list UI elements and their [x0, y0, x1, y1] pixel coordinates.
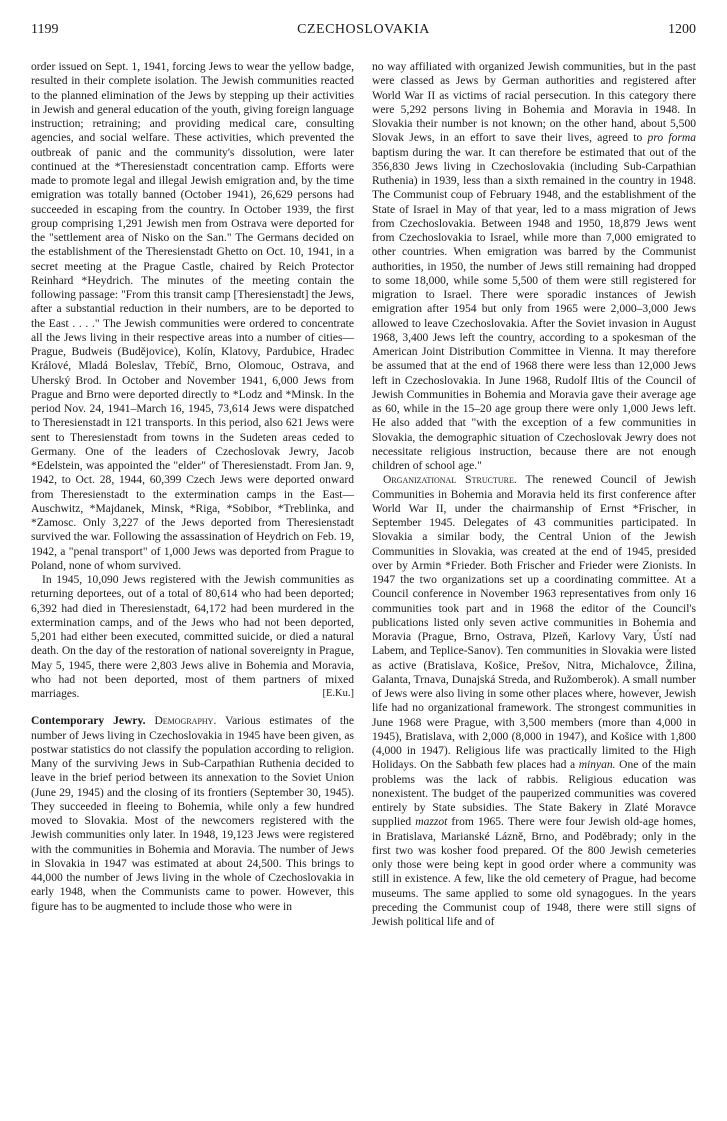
text-run: no way affiliated with organized Jewish communities, but in the past were classed as Jews by German authorities and registered after World War II as victims of racial persecution. In this category there were 5,292 persons living in Bohemia and Moravia in 1948. In Slovakia their number is not known; on the other hand, about 5,500 Slovak Jews, in an effort to save their lives, agreed to [372, 61, 696, 145]
left-column [31, 60, 354, 914]
subsection-heading-organizational-structure: Organizational Structure. [383, 474, 517, 487]
section-heading-contemporary-jewry: Contemporary Jewry. [31, 715, 146, 728]
paragraph-survivors-1945 [31, 573, 354, 701]
running-title: CZECHOSLOVAKIA [297, 22, 430, 37]
paragraph-text: In 1945, 10,090 Jews registered with the Jewish communities as returning deportees, out of a total of 80,614 who had been deported; 6,392 had died in Theresienstadt, 64,172 had been murdered in the extermination camps, and of the Jews who had not been deported, 5,201 had either been executed, committed suicide, or died a natural death. On the day of the restoration of national sovereignty in Prague, May 5, 1945, there were 2,803 Jews alive in Bohemia and Moravia, who had not been deported, most of them partners of mixed marriages. [31, 574, 354, 700]
paragraph-demography [31, 714, 354, 914]
text-run: One of the main problems was the lack of rabbis. Religious education was nonexistent. The budget of the pauperized communities was covered entirely by State subsidies. The State Bakery in Zlaté Moravce supplied [372, 759, 696, 829]
paragraph-text: Various estimates of the number of Jews living in Czechoslovakia in 1945 have been given, as postwar statistics do not classify the population according to religion. Many of the surviving Jews in Sub-Carpathian Ruthenia decided to leave in the brief period between its annexation to the Soviet Union (June 29, 1945) and the closing of its frontiers (September 30, 1945). They succeeded in fleeing to Bohemia, while only a few hundred moved to Slovakia. Most of the newcomers registered with the Jewish communities only later. In 1948, 19,123 Jews were registered with the communities in Bohemia and Moravia. The number of Jews in Slovakia in 1947 was estimated at about 24,500. This brings to 44,000 the number of Jews living in the whole of Czechoslovakia in early 1948, when the Communists came to power. However, this figure has to be augmented to include those who were in [31, 715, 354, 913]
paragraph-holocaust-deportations: order issued on Sept. 1, 1941, forcing Jews to wear the yellow badge, resulted in their complete isolation. The Jewish communities reacted to the planned elimination of the Jews by stepping up their activities in Jewish and general education of the youth, giving foreign language instruction; retraining; and providing medical care, consulting agencies, and social welfare. These activities, which prevented the outbreak of panic and the community's dissolution, were later continued at the *Theresienstadt concentration camp. Efforts were made to promote legal and illegal Jewish emigration and, by the time emigration was totally banned (October 1941), 26,629 persons had succeeded in escaping from the country. In October 1939, the first group comprising 1,291 Jewish men from Ostrava were deported for the "settlement area of Nisko on the San." The Germans decided on the establishment of the Theresienstadt Ghetto on Oct. 10, 1941, in a secret meeting at the Prague Castle, chaired by Reich Protector Reinhard *Heydrich. The minutes of the meeting contain the following passage: "From this transit camp [Theresienstadt] the Jews, after a substantial reduction in their numbers, are to be deported to the East . . . ." The Jewish communities were ordered to concentrate all the Jews living in their respective areas into a number of cities—Prague, Budweis (Budějovice), Kolín, Klatovy, Pardubice, Hradec Králové, Mladá Boleslav, Třebíč, Brno, Olomouc, Ostrava, and Uherský Brod. In October and November 1941, 6,000 Jews from Prague and Brno were deported directly to *Lodz and *Minsk. In the period Nov. 24, 1941–March 16, 1945, 73,614 Jews were dispatched to Theresienstadt in 121 transports. In this period, also 621 Jews were sent to Theresienstadt from towns in the Sudeten areas ceded to Germany. One of the leaders of Czechoslovak Jewry, Jacob *Edelstein, was appointed the "elder" of Theresienstadt. From Jan. 9, 1942, to Oct. 28, 1944, 60,399 Czech Jews were deported onward from Theresienstadt to the extermination camps in the East—Auschwitz, *Majdanek, Minsk, *Riga, *Sobibor, *Treblinka, and *Zamosc. Only 3,227 of the Jews deported from Theresienstadt survived the war. Following the assassination of Heydrich on Feb. 19, 1942, a "penal transport" of 1,000 Jews was deported from Prague to Poland, none of whom survived. [31, 61, 354, 572]
italic-term-mazzot: mazzot [415, 816, 448, 829]
italic-term-pro-forma: pro forma [647, 132, 696, 145]
text-run: from 1965. There were four Jewish old-age homes, in Bratislava, Marianské Lázně, Brno, and Poděbrady; only in the first two was kosher food prepared. Of the 800 Jewish cemeteries only those were being kept in good order where a community was still in existence. A few, like the old cemetery of Prague, had become museums. The same applied to some old synagogues. In the years preceding the Communist coup of 1948, there were still signs of Jewish political life and of [372, 816, 697, 928]
text-run: baptism during the war. It can therefore be estimated that out of the 356,830 Jews living in Czechoslovakia (including Sub-Carpathian Ruthenia) in 1939, less than a sixth remained in the country in 1948. The Communist coup of February 1948, and the establishment of the State of Israel in May of that year, led to a mass migration of Jews from Czechoslovakia. Between 1948 and 1950, 18,879 Jews went from Czechoslovakia to Israel, while more than 7,000 emigrated to other countries. When emigration was barred by the Communist authorities, in 1950, the number of Jews still remaining had dropped to some 18,000, while some 5,500 of them were still registered for migration to Israel. There were sporadic instances of Jewish emigration after 1954 but only from 1965 were 2,000–3,000 Jews allowed to leave Czechoslovakia. After the Soviet invasion in August 1968, 3,400 Jews left the country, according to a spokesman of the American Joint Distribution Committee in Vienna. It may therefore be assumed that at the end of 1968 there were less than 12,000 Jews left in Czechoslovakia. In June 1968, Rudolf Iltis of the Council of Jewish Communities in Bohemia and Moravia gave their average age as 60, while in the 15–20 age group there were only 1,000 Jews left. He also added that "with the exception of a few communities in Slovakia, the demographic situation of Czechoslovak Jewry does not necessitate religious instruction, because there are not enough children of school age." [372, 146, 696, 472]
page-number-right: 1200 [668, 22, 696, 37]
page-number-left: 1199 [31, 22, 59, 37]
page-header [0, 22, 727, 44]
right-column [372, 60, 696, 929]
italic-term-minyan: minyan. [578, 759, 616, 772]
paragraph-demography-continued [372, 60, 696, 473]
text-run: The renewed Council of Jewish Communities in Bohemia and Moravia held its first conference after World War II, under the chairmanship of Ernst *Frischer, in September 1945. Delegates of 43 communities participated. In Slovakia a similar body, the Central Union of the Jewish Communities in Slovakia, was created at the end of 1945, presided over by Armin *Frieder. Both Frischer and Frieder were Zionists. In 1947 the two organizations set up a coordinating committee. At a Council conference in November 1963 representatives from only 16 communities took part and in 1968 the editor of the Council's publications listed only seven active communities in Bohemia and Moravia (Prague, Brno, Ostrava, Plzeň, Karlovy Vary, Ústí nad Labem, and Teplice-Sanov). Ten communities in Slovakia were listed as active (Bratislava, Košice, Prešov, Nitra, Michalovce, Žilina, Galanta, Trnava, Dunajská Streda, and Ružomberok). A small number of Jews were also living in some other places where, however, Jewish life had no organizational framework. The strongest communities in June 1968 were Prague, with 3,500 members (more than 4,000 in 1945), Bratislava, with 2,000 (8,000 in 1947), and Košice with 1,800 (4,000 in 1947). Religious life was practically limited to the High Holidays. On the Sabbath few places had a [372, 474, 696, 772]
paragraph-organizational-structure [372, 473, 696, 929]
author-signature: [E.Ku.] [322, 688, 354, 699]
subsection-heading-demography: Demography. [154, 715, 217, 728]
